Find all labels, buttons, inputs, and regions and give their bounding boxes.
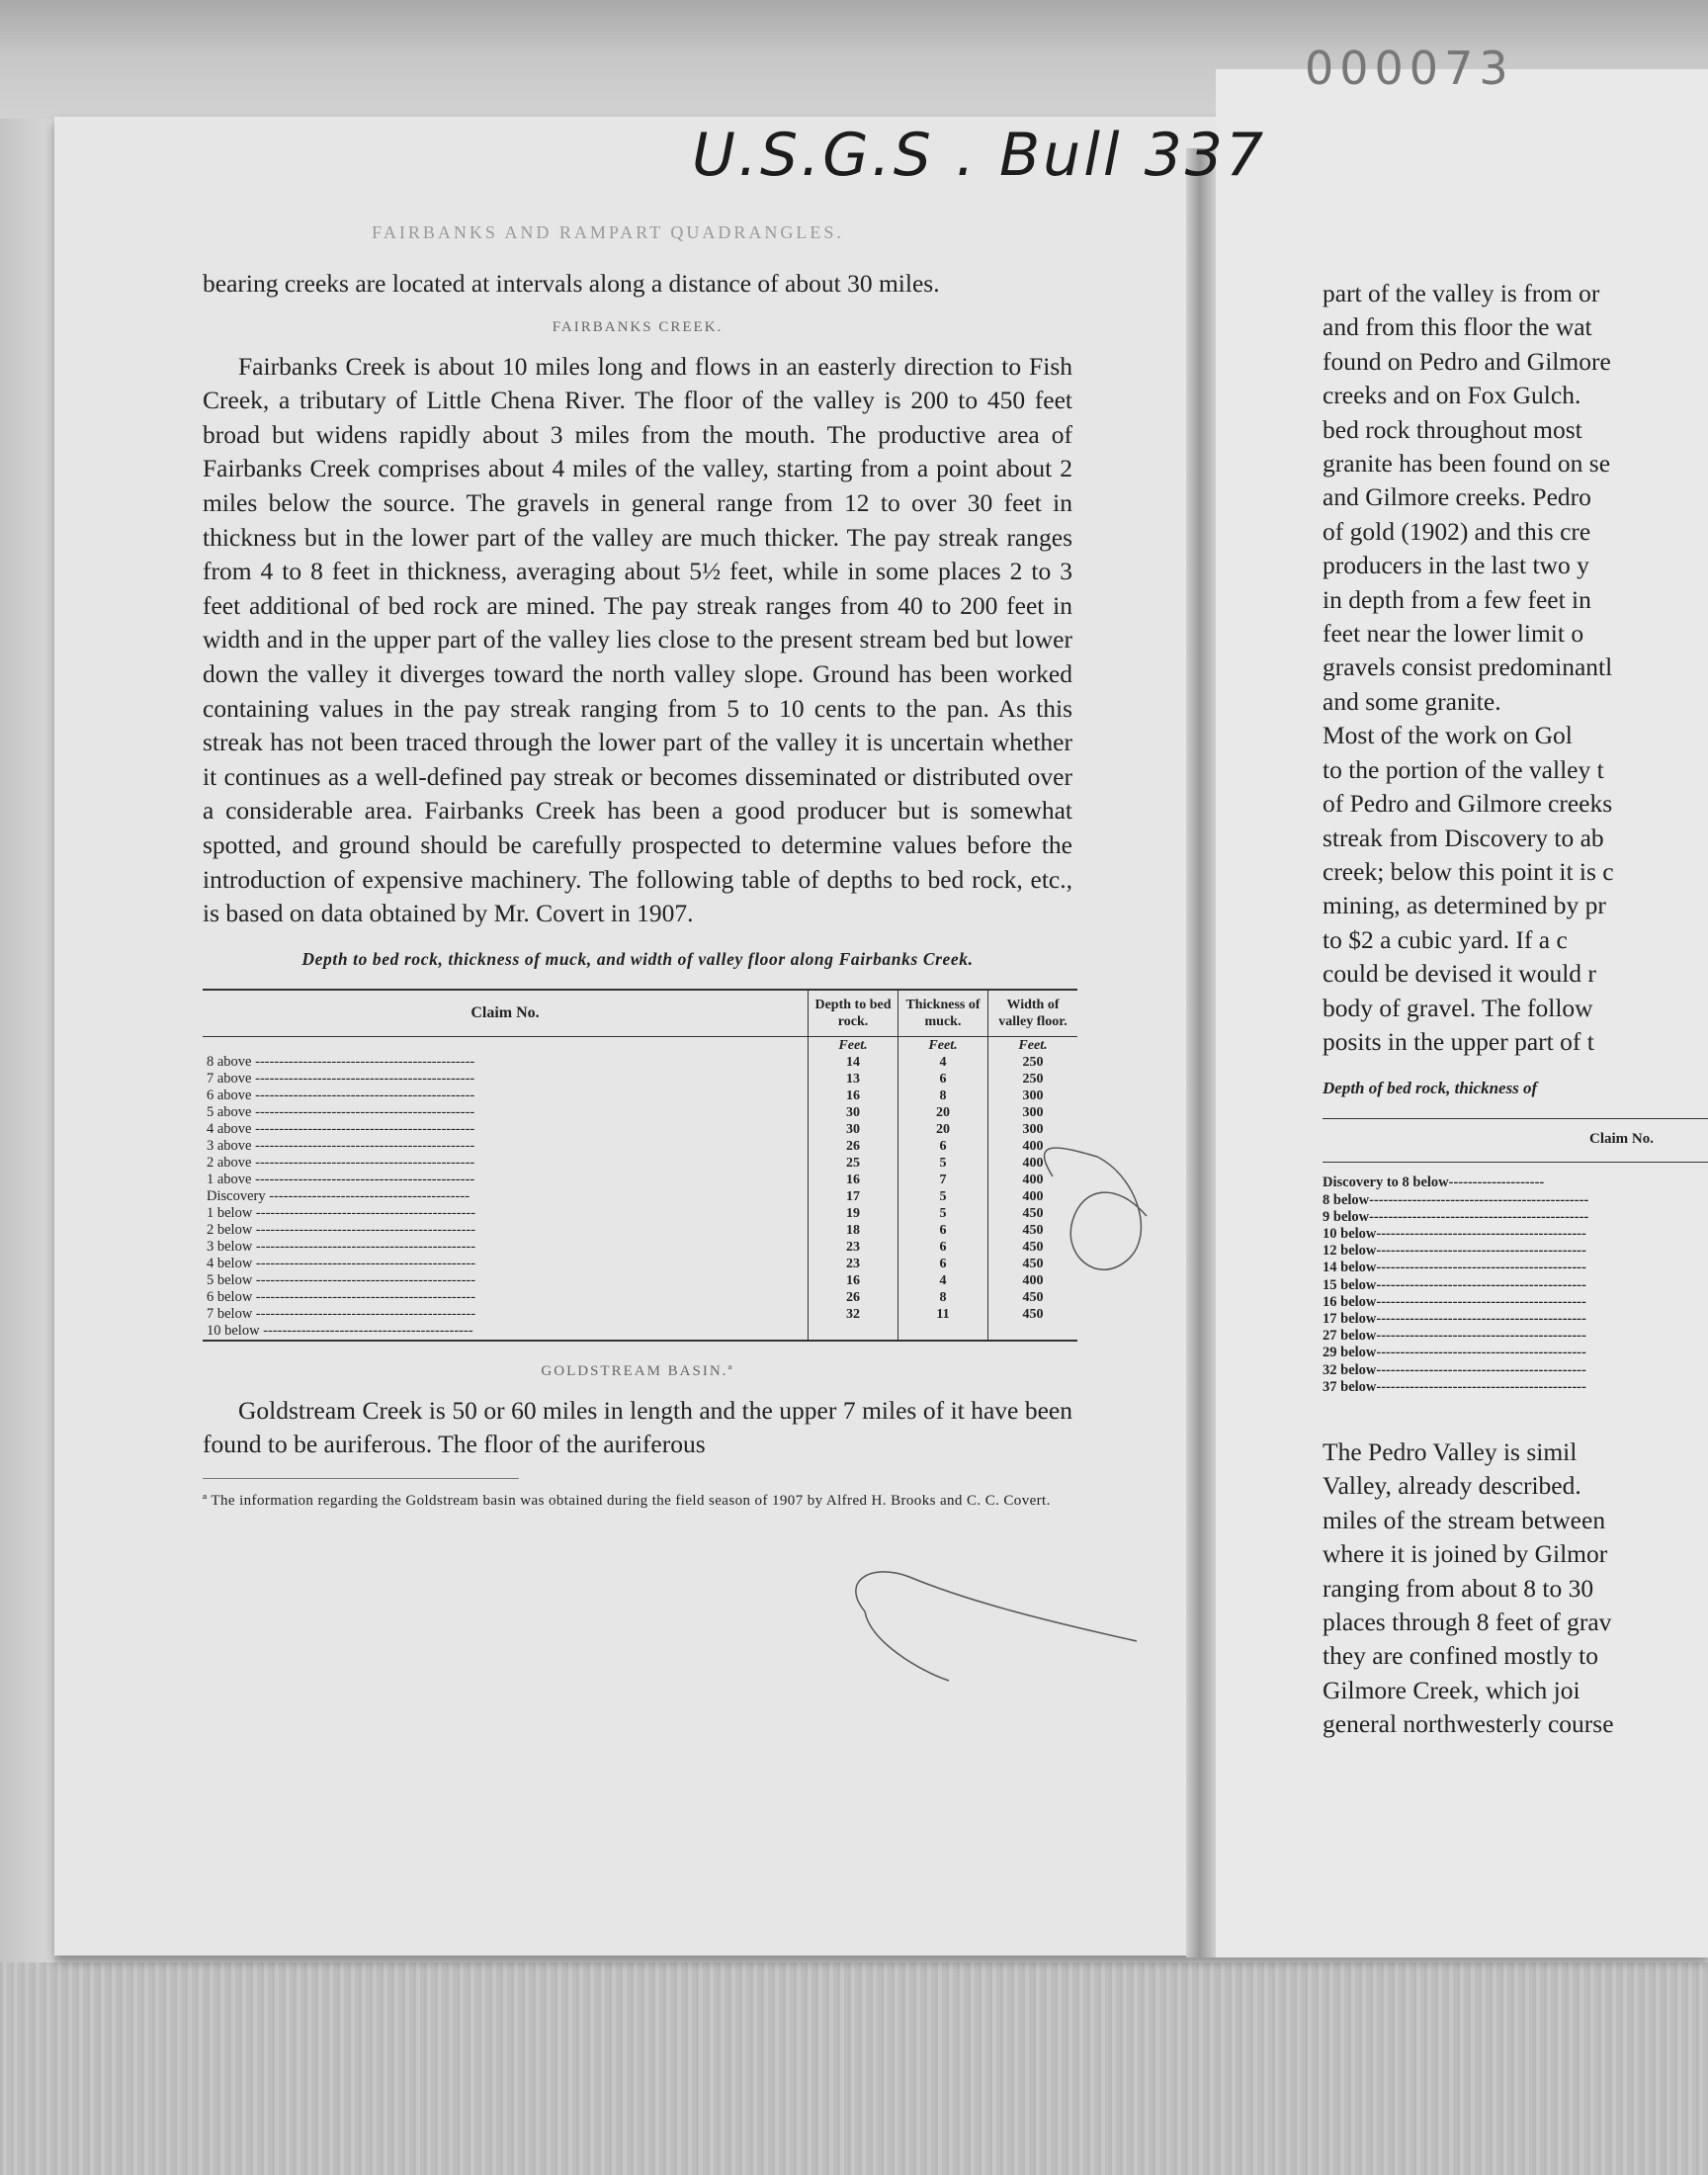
text-line: creeks and on Fox Gulch. [1323, 381, 1581, 410]
text-line: streak from Discovery to ab [1323, 823, 1604, 852]
depth-cell: 23 [809, 1239, 898, 1256]
muck-cell: 5 [898, 1205, 988, 1222]
claim-cell: 7 below ---------------------------------------------- [207, 1305, 476, 1322]
fairbanks-paragraph: Fairbanks Creek is about 10 miles long and flows in an easterly direction to Fish Creek, a tributary of Little Chena River. The floor of the valley is 200 to 450 feet broad but widens rapidly about 3 miles from the mouth. The productive area of Fairbanks Creek comprises about 4 miles of the valley, starting from a point about 2 miles below the source. The gravels in general range from 12 to over 30 feet in thickness but in the lower part of the valley are much thicker. The pay streak ranges from 4 to 8 feet in thickness, averaging about 5½ feet, while in some places 2 to 3 feet additional of bed rock are mined. The pay streak ranges from 40 to 200 feet in width and in the upper part of the valley lies close to the present stream bed but lower down the valley it diverges toward the north valley slope. Ground has been worked containing values in the pay streak ranging from 5 to 10 cents to the pan. As this streak has not been traced through the lower part of the valley it is uncertain whether it continues as a well-defined pay streak or becomes disseminated or distributed over a considerable area. Fairbanks Creek has been a good producer but is somewhat spotted, and ground should be carefully prospected to determine values before the introduction of expensive machinery. The following table of depths to bed rock, etc., is based on data obtained by Mr. Covert in 1907. [203, 351, 1072, 928]
width-cell: 300 [988, 1088, 1078, 1104]
width-cell: 450 [988, 1222, 1078, 1239]
text-line: mining, as determined by pr [1323, 891, 1606, 920]
right-table-caption: Depth of bed rock, thickness of [1323, 1079, 1538, 1098]
muck-cell: 20 [898, 1104, 988, 1121]
claim-cell: 1 below ---------------------------------------------- [207, 1204, 476, 1221]
claim-cell: 1 above ---------------------------------------------- [207, 1171, 475, 1187]
depth-cell: 16 [809, 1172, 898, 1188]
width-cell: 250 [988, 1071, 1078, 1088]
text-line: general northwesterly course [1323, 1709, 1614, 1739]
list-item: Discovery to 8 below-------------------- [1323, 1174, 1545, 1191]
muck-cell: 6 [898, 1138, 988, 1155]
muck-cell: 4 [898, 1272, 988, 1289]
goldstream-paragraph: Goldstream Creek is 50 or 60 miles in length and the upper 7 miles of it have been found to be auriferous. The floor of the auriferous [203, 1395, 1072, 1459]
claim-cell: 2 below ---------------------------------------------- [207, 1221, 476, 1238]
header-depth: Depth to bed rock. [809, 990, 898, 1037]
header-claim-no: Claim No. [203, 990, 809, 1037]
list-item: 17 below-------------------------------------------- [1323, 1310, 1586, 1327]
text-line: creek; below this point it is c [1323, 856, 1614, 886]
muck-cell: 6 [898, 1239, 988, 1256]
text-line: producers in the last two y [1323, 551, 1589, 580]
text-line: of gold (1902) and this cre [1323, 516, 1591, 546]
text-line: in depth from a few feet in [1323, 584, 1591, 614]
width-cell: 450 [988, 1205, 1078, 1222]
text-line: of Pedro and Gilmore creeks [1323, 789, 1613, 819]
muck-cell: 4 [898, 1054, 988, 1071]
text-line: and Gilmore creeks. Pedro [1323, 482, 1591, 512]
depth-cell: 26 [809, 1138, 898, 1155]
depth-cell: 16 [809, 1088, 898, 1104]
list-item: 37 below-------------------------------------------- [1323, 1378, 1586, 1395]
unit-muck: Feet. [898, 1036, 988, 1054]
width-cell: 400 [988, 1138, 1078, 1155]
width-cell: 400 [988, 1155, 1078, 1172]
text-line: and some granite. [1323, 686, 1501, 716]
depth-cell: 18 [809, 1222, 898, 1239]
right-table-header: Claim No. [1589, 1131, 1654, 1148]
claim-cell: 2 above ---------------------------------------------- [207, 1154, 475, 1171]
claim-cell: 4 below ---------------------------------------------- [207, 1255, 476, 1271]
width-cell: 250 [988, 1054, 1078, 1071]
depth-cell: 25 [809, 1155, 898, 1172]
unit-depth: Feet. [809, 1036, 898, 1054]
depth-cell: 32 [809, 1306, 898, 1323]
list-item: 14 below-------------------------------------------- [1323, 1260, 1586, 1276]
depth-cell: 13 [809, 1071, 898, 1088]
depth-cell: 26 [809, 1289, 898, 1306]
claim-cell: 5 below ---------------------------------------------- [207, 1271, 476, 1288]
width-cell: 450 [988, 1256, 1078, 1272]
list-item: 29 below-------------------------------------------- [1323, 1345, 1586, 1361]
list-item: 16 below-------------------------------------------- [1323, 1293, 1586, 1310]
unit-width: Feet. [988, 1036, 1078, 1054]
muck-cell: 8 [898, 1289, 988, 1306]
section-title-fairbanks: FAIRBANKS CREEK. [552, 318, 724, 335]
header-muck: Thickness of muck. [898, 990, 988, 1037]
text-line: granite has been found on se [1323, 449, 1611, 478]
text-line: where it is joined by Gilmor [1323, 1539, 1608, 1569]
list-item: 15 below-------------------------------------------- [1323, 1276, 1586, 1293]
footnote: ª The information regarding the Goldstream basin was obtained during the field season of 1907 by Alfred H. Brooks and C. C. Covert. [203, 1492, 1051, 1509]
width-cell: 300 [988, 1121, 1078, 1138]
muck-cell: 5 [898, 1155, 988, 1172]
depth-cell: 30 [809, 1121, 898, 1138]
depth-cell: 16 [809, 1272, 898, 1289]
list-item: 32 below-------------------------------------------- [1323, 1361, 1586, 1378]
text-line: could be devised it would r [1323, 959, 1596, 989]
depth-cell: 17 [809, 1188, 898, 1205]
table-caption: Depth to bed rock, thickness of muck, and width of valley floor along Fairbanks Creek. [301, 948, 974, 969]
text-line: posits in the upper part of t [1323, 1026, 1594, 1056]
text-line: bed rock throughout most [1323, 414, 1582, 444]
text-line: Most of the work on Gol [1323, 721, 1573, 750]
text-line: feet near the lower limit o [1323, 619, 1584, 649]
text-line: miles of the stream between [1323, 1505, 1606, 1534]
text-line: The Pedro Valley is simil [1323, 1436, 1578, 1466]
muck-cell: 6 [898, 1256, 988, 1272]
text-line: to $2 a cubic yard. If a c [1323, 924, 1568, 954]
page-number-stamp: 000073 [1305, 42, 1514, 95]
text-line: to the portion of the valley t [1323, 754, 1604, 784]
width-cell: 300 [988, 1104, 1078, 1121]
text-line: body of gravel. The follow [1323, 993, 1593, 1022]
list-item: 8 below---------------------------------------------- [1323, 1191, 1589, 1208]
width-cell: 450 [988, 1239, 1078, 1256]
muck-cell: 6 [898, 1071, 988, 1088]
claim-cell: 10 below -------------------------------------------- [207, 1322, 473, 1339]
depth-cell: 19 [809, 1205, 898, 1222]
claim-cell: 5 above ---------------------------------------------- [207, 1103, 475, 1120]
depth-cell: 14 [809, 1054, 898, 1071]
width-cell: 400 [988, 1188, 1078, 1205]
claim-cell: Discovery ------------------------------------------ [207, 1187, 470, 1204]
text-line: Valley, already described. [1323, 1471, 1581, 1501]
claim-cell: 3 above ---------------------------------------------- [207, 1137, 475, 1154]
width-cell: 400 [988, 1272, 1078, 1289]
intro-paragraph: bearing creeks are located at intervals along a distance of about 30 miles. [203, 269, 940, 298]
depth-cell: 30 [809, 1104, 898, 1121]
header-width: Width of valley floor. [988, 990, 1078, 1037]
muck-cell: 7 [898, 1172, 988, 1188]
text-line: found on Pedro and Gilmore [1323, 346, 1611, 376]
claim-cell: 4 above ---------------------------------------------- [207, 1120, 475, 1137]
list-item: 12 below-------------------------------------------- [1323, 1243, 1586, 1260]
claim-cell: 3 below ---------------------------------------------- [207, 1238, 476, 1255]
claim-cell: 6 below ---------------------------------------------- [207, 1288, 476, 1305]
text-line: they are confined mostly to [1323, 1641, 1599, 1671]
muck-cell: 5 [898, 1188, 988, 1205]
claim-cell: 7 above ---------------------------------------------- [207, 1070, 475, 1087]
width-cell: 400 [988, 1172, 1078, 1188]
muck-cell: 8 [898, 1088, 988, 1104]
width-cell: 450 [988, 1306, 1078, 1323]
claim-cell: 6 above ---------------------------------------------- [207, 1087, 475, 1103]
list-item: 10 below-------------------------------------------- [1323, 1225, 1586, 1242]
width-cell: 450 [988, 1289, 1078, 1306]
text-line: places through 8 feet of grav [1323, 1608, 1612, 1637]
claim-cell: 8 above ---------------------------------------------- [207, 1053, 475, 1070]
list-item: 9 below---------------------------------------------- [1323, 1208, 1589, 1225]
section-title-goldstream: GOLDSTREAM BASIN.ª [541, 1362, 734, 1379]
text-line: Gilmore Creek, which joi [1323, 1675, 1580, 1704]
list-item: 27 below-------------------------------------------- [1323, 1328, 1586, 1345]
text-line: gravels consist predominantl [1323, 652, 1613, 682]
depth-cell: 23 [809, 1256, 898, 1272]
text-line: and from this floor the wat [1323, 312, 1592, 342]
running-head: FAIRBANKS AND RAMPART QUADRANGLES. [372, 222, 844, 242]
muck-cell: 20 [898, 1121, 988, 1138]
muck-cell: 6 [898, 1222, 988, 1239]
text-line: ranging from about 8 to 30 [1323, 1573, 1594, 1603]
muck-cell: 11 [898, 1306, 988, 1323]
text-line: part of the valley is from or [1323, 279, 1600, 307]
handwritten-note: U.S.G.S . Bull 337 [692, 121, 1267, 190]
